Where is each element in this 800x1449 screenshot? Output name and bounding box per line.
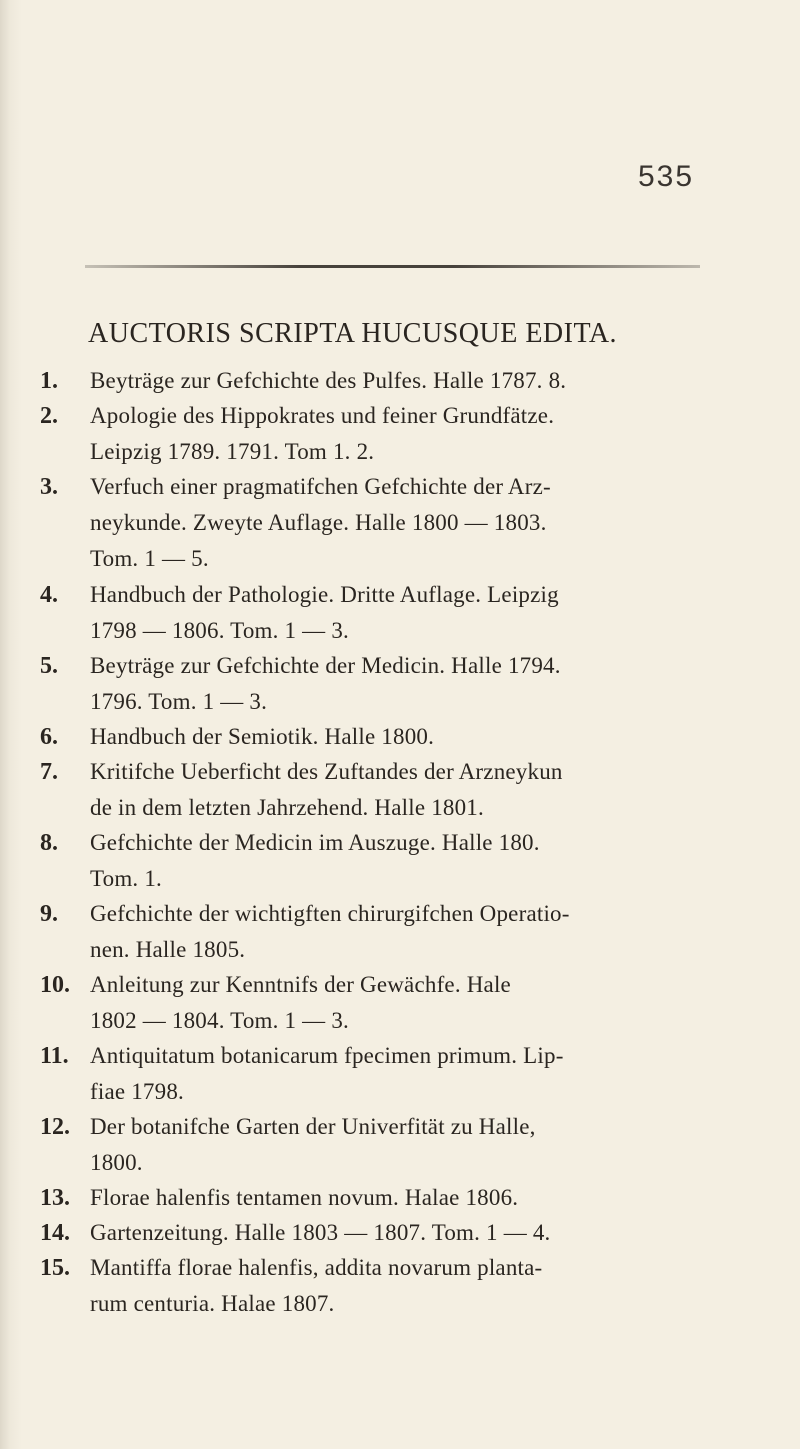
entry-number: 15.: [40, 1255, 70, 1281]
entry-line: de in dem letzten Jahrzehend. Halle 1801.: [90, 795, 484, 820]
entry-line: neykunde. Zweyte Auflage. Halle 1800 — 1803.: [90, 510, 547, 535]
entry-line: 1798 — 1806. Tom. 1 — 3.: [90, 618, 349, 643]
entry-number: 12.: [40, 1114, 70, 1140]
page-number: 535: [638, 160, 695, 193]
entry-line: Handbuch der Pathologie. Dritte Auflage. Leipzig: [90, 582, 559, 607]
entry-number: 1.: [40, 368, 58, 394]
entry-line: Kritifche Ueberficht des Zuftandes der Arzneykun: [90, 759, 563, 784]
entry-number: 10.: [40, 972, 70, 998]
entry-line: Tom. 1 — 5.: [90, 546, 209, 571]
entry-line: Tom. 1.: [90, 866, 162, 891]
entry-line: Leipzig 1789. 1791. Tom 1. 2.: [90, 439, 375, 464]
header-rule: [85, 265, 700, 268]
entry-number: 11.: [40, 1043, 69, 1069]
entry-number: 8.: [40, 830, 58, 856]
entry-line: rum centuria. Halae 1807.: [90, 1291, 335, 1316]
entry-line: Handbuch der Semiotik. Halle 1800.: [90, 724, 435, 749]
entry-line: 1802 — 1804. Tom. 1 — 3.: [90, 1008, 349, 1033]
entry-number: 5.: [40, 653, 58, 679]
entry-line: Gefchichte der Medicin im Auszuge. Halle 180.: [90, 830, 540, 855]
entry-number: 6.: [40, 724, 58, 750]
entry-line: nen. Halle 1805.: [90, 937, 246, 962]
entry-line: Beyträge zur Gefchichte der Medicin. Halle 1794.: [90, 653, 561, 678]
entry-line: Der botanifche Garten der Univerfität zu Halle,: [90, 1114, 536, 1139]
entry-line: Gefchichte der wichtigften chirurgifchen Operatio-: [90, 901, 570, 926]
entry-line: Verfuch einer pragmatifchen Gefchichte der Arz-: [90, 474, 551, 499]
section-heading: AUCTORIS SCRIPTA HUCUSQUE EDITA.: [88, 318, 618, 349]
entry-line: Apologie des Hippokrates und feiner Grundfätze.: [90, 403, 555, 428]
entry-number: 3.: [40, 474, 58, 500]
entry-line: Florae halenfis tentamen novum. Halae 1806.: [90, 1185, 519, 1210]
entry-line: Anleitung zur Kenntnifs der Gewächfe. Hale: [90, 972, 511, 997]
entry-line: Gartenzeitung. Halle 1803 — 1807. Tom. 1 — 4.: [90, 1220, 551, 1245]
entry-line: Beyträge zur Gefchichte des Pulfes. Halle 1787. 8.: [90, 368, 567, 393]
entry-line: 1800.: [90, 1150, 143, 1175]
entry-line: Antiquitatum botanicarum fpecimen primum. Lip-: [90, 1043, 564, 1068]
entry-number: 7.: [40, 759, 58, 785]
entry-number: 4.: [40, 582, 58, 608]
entry-number: 2.: [40, 403, 58, 429]
entry-line: fiae 1798.: [90, 1079, 184, 1104]
entry-number: 14.: [40, 1220, 70, 1246]
entry-number: 9.: [40, 901, 58, 927]
entry-line: 1796. Tom. 1 — 3.: [90, 689, 268, 714]
entry-line: Mantiffa florae halenfis, addita novarum planta-: [90, 1255, 543, 1280]
entry-number: 13.: [40, 1185, 70, 1211]
